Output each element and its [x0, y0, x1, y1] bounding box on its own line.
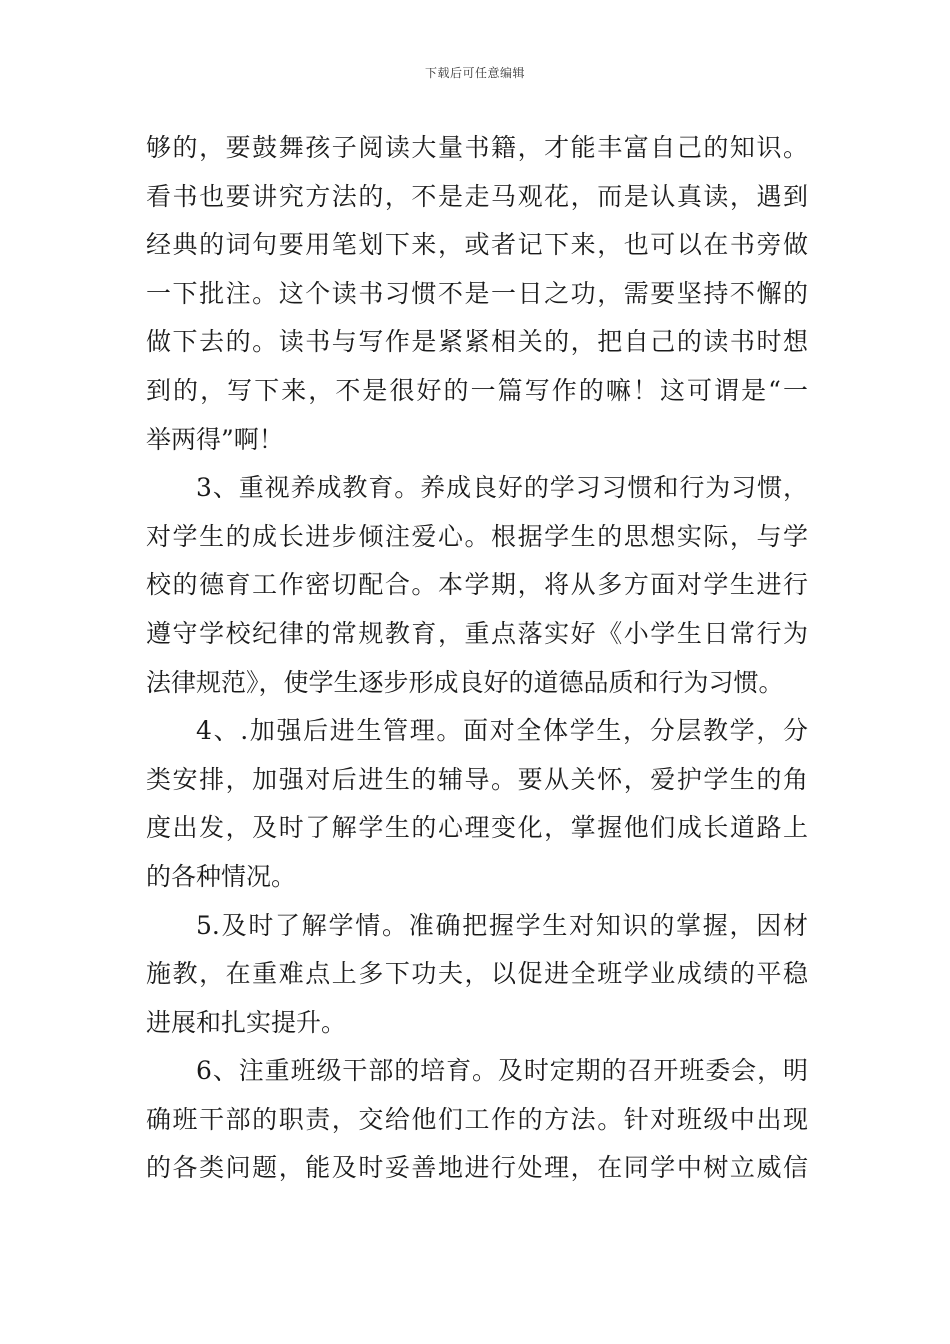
text-line: 经典的词句要用笔划下来，或者记下来，也可以在书旁做: [146, 230, 808, 260]
text-line: 举两得”啊！: [146, 424, 284, 454]
text-line: 5.及时了解学情。准确把握学生对知识的掌握，因材: [196, 910, 808, 940]
text-line: 到的，写下来，不是很好的一篇写作的嘛！这可谓是“一: [146, 375, 808, 405]
document-body: [146, 124, 808, 1193]
text-line: 做下去的。读书与写作是紧紧相关的，把自己的读书时想: [146, 327, 808, 357]
text-line: 对学生的成长进步倾注爱心。根据学生的思想实际，与学: [146, 521, 808, 551]
text-line: 类安排，加强对后进生的辅导。要从关怀，爱护学生的角: [146, 764, 808, 794]
text-line: 的各类问题，能及时妥善地进行处理，在同学中树立威信: [146, 1153, 808, 1183]
text-line: 法律规范》，使学生逐步形成良好的道德品质和行为习惯。: [146, 667, 784, 697]
text-line: 看书也要讲究方法的，不是走马观花，而是认真读，遇到: [146, 181, 808, 211]
text-line: 一下批注。这个读书习惯不是一日之功，需要坚持不懈的: [146, 278, 808, 308]
text-line: 进展和扎实提升。: [146, 1007, 347, 1037]
text-line: 遵守学校纪律的常规教育，重点落实好《小学生日常行为: [146, 618, 808, 648]
text-line: 4、.加强后进生管理。面对全体学生，分层教学，分: [196, 716, 808, 746]
paragraph: [146, 124, 808, 464]
paragraph: [146, 1047, 808, 1193]
paragraph: [146, 902, 808, 1048]
text-line: 6、注重班级干部的培育。及时定期的召开班委会，明: [196, 1056, 808, 1086]
page-header: 下载后可任意编辑: [424, 66, 525, 80]
text-line: 3、重视养成教育。养成良好的学习习惯和行为习惯，: [196, 473, 808, 503]
paragraph: [146, 707, 808, 901]
text-line: 施教，在重难点上多下功夫，以促进全班学业成绩的平稳: [146, 959, 808, 989]
text-line: 确班干部的职责，交给他们工作的方法。针对班级中出现: [146, 1104, 808, 1134]
paragraph: [146, 464, 808, 707]
text-line: 度出发，及时了解学生的心理变化，掌握他们成长道路上: [146, 813, 808, 843]
text-line: 够的，要鼓舞孩子阅读大量书籍，才能丰富自己的知识。: [146, 133, 808, 162]
text-line: 校的德育工作密切配合。本学期，将从多方面对学生进行: [146, 570, 808, 600]
text-line: 的各种情况。: [146, 861, 297, 891]
